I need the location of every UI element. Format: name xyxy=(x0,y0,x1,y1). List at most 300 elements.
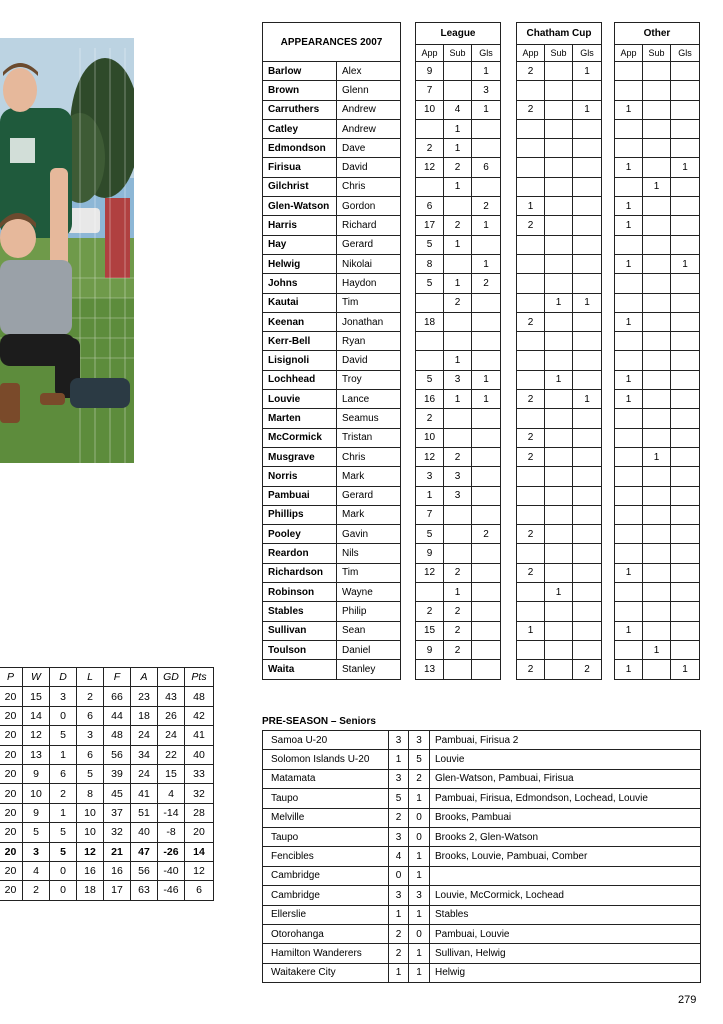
stat-cell xyxy=(671,409,700,428)
league-row xyxy=(0,803,214,822)
stat-cell: 1 xyxy=(472,254,501,273)
stat-cell xyxy=(573,351,602,370)
score-against-cell: 1 xyxy=(409,866,430,885)
player-first-name: Chris xyxy=(337,447,401,466)
stat-cell xyxy=(472,293,501,312)
stat-cell xyxy=(545,563,573,582)
player-row xyxy=(263,351,700,370)
stat-cell xyxy=(615,640,643,659)
stat-cell: 2 xyxy=(444,447,472,466)
stat-cell: 1 xyxy=(444,583,472,602)
league-cell: 0 xyxy=(50,861,77,880)
stat-cell: 2 xyxy=(444,621,472,640)
page-number: 279 xyxy=(678,994,697,1006)
league-cell: 20 xyxy=(0,881,23,900)
player-surname: Sullivan xyxy=(263,621,337,640)
spacer xyxy=(501,428,517,447)
score-for-cell: 2 xyxy=(389,924,409,943)
stat-cell: 9 xyxy=(416,62,444,81)
player-row xyxy=(263,62,700,81)
spacer xyxy=(501,254,517,273)
stat-cell xyxy=(444,409,472,428)
stat-cell xyxy=(643,621,671,640)
league-cell: 33 xyxy=(185,764,214,783)
stat-cell: 2 xyxy=(472,525,501,544)
player-row xyxy=(263,81,700,100)
stat-cell xyxy=(545,544,573,563)
stat-cell: 2 xyxy=(444,293,472,312)
stat-cell xyxy=(545,254,573,273)
stat-cell xyxy=(615,409,643,428)
stat-cell xyxy=(545,467,573,486)
league-cell: 2 xyxy=(50,784,77,803)
spacer xyxy=(602,158,615,177)
player-surname: Hay xyxy=(263,235,337,254)
stat-cell xyxy=(545,139,573,158)
league-cell: 18 xyxy=(131,706,158,725)
stat-cell: 3 xyxy=(416,467,444,486)
league-cell: 24 xyxy=(131,726,158,745)
league-cell: 8 xyxy=(77,784,104,803)
stat-cell xyxy=(416,583,444,602)
player-surname: Barlow xyxy=(263,62,337,81)
player-first-name: Troy xyxy=(337,370,401,389)
stat-cell: 1 xyxy=(472,62,501,81)
preseason-row xyxy=(263,905,701,924)
spacer xyxy=(401,583,416,602)
opponent-cell: Melville xyxy=(263,808,389,827)
league-cell: 48 xyxy=(104,726,131,745)
scorers-cell: Helwig xyxy=(430,963,701,982)
spacer xyxy=(501,177,517,196)
stat-cell xyxy=(517,139,545,158)
player-surname: Carruthers xyxy=(263,100,337,119)
preseason-title: PRE-SEASON – Seniors xyxy=(262,716,376,727)
stat-cell xyxy=(472,467,501,486)
league-cell: 6 xyxy=(77,706,104,725)
stat-cell xyxy=(671,274,700,293)
preseason-row xyxy=(263,963,701,982)
stat-cell xyxy=(472,563,501,582)
stat-cell xyxy=(517,467,545,486)
stat-cell xyxy=(517,81,545,100)
stat-cell xyxy=(573,486,602,505)
stat-cell xyxy=(573,158,602,177)
opponent-cell: Samoa U-20 xyxy=(263,731,389,750)
stat-cell: 1 xyxy=(517,621,545,640)
scorers-cell: Brooks, Louvie, Pambuai, Comber xyxy=(430,847,701,866)
spacer xyxy=(501,467,517,486)
scorers-cell: Stables xyxy=(430,905,701,924)
player-row xyxy=(263,293,700,312)
stat-cell xyxy=(444,254,472,273)
stat-cell: 1 xyxy=(615,100,643,119)
stat-cell: 2 xyxy=(517,660,545,679)
score-for-cell: 3 xyxy=(389,886,409,905)
stat-cell xyxy=(615,447,643,466)
stat-cell xyxy=(545,602,573,621)
preseason-row xyxy=(263,924,701,943)
player-first-name: Lance xyxy=(337,390,401,409)
stat-cell: 7 xyxy=(416,81,444,100)
scorers-cell: Pambuai, Firisua 2 xyxy=(430,731,701,750)
stat-cell: 1 xyxy=(444,177,472,196)
stat-cell xyxy=(671,100,700,119)
stat-cell xyxy=(643,81,671,100)
stat-cell: 8 xyxy=(416,254,444,273)
stat-cell xyxy=(444,197,472,216)
spacer xyxy=(602,216,615,235)
player-first-name: Mark xyxy=(337,467,401,486)
league-cell: 21 xyxy=(104,842,131,861)
player-row xyxy=(263,158,700,177)
spacer xyxy=(602,505,615,524)
player-row xyxy=(263,602,700,621)
stat-cell xyxy=(643,293,671,312)
stat-cell xyxy=(444,312,472,331)
stat-cell xyxy=(444,544,472,563)
spacer xyxy=(602,197,615,216)
stat-cell xyxy=(671,177,700,196)
score-against-cell: 3 xyxy=(409,886,430,905)
stat-cell xyxy=(643,235,671,254)
stat-cell xyxy=(671,640,700,659)
stat-cell xyxy=(643,158,671,177)
league-cell: 12 xyxy=(77,842,104,861)
stat-cell: 1 xyxy=(444,235,472,254)
stat-cell: 2 xyxy=(444,563,472,582)
group-header: League xyxy=(416,23,501,45)
stat-cell xyxy=(573,312,602,331)
preseason-row xyxy=(263,866,701,885)
spacer xyxy=(401,505,416,524)
stat-cell xyxy=(545,505,573,524)
league-cell: 63 xyxy=(131,881,158,900)
player-first-name: Tristan xyxy=(337,428,401,447)
spacer xyxy=(501,293,517,312)
stat-cell xyxy=(643,467,671,486)
player-row xyxy=(263,390,700,409)
league-standings-table xyxy=(0,667,214,901)
spacer xyxy=(501,370,517,389)
league-cell: 66 xyxy=(104,687,131,706)
spacer xyxy=(602,544,615,563)
stat-cell: 1 xyxy=(573,390,602,409)
stat-cell: 17 xyxy=(416,216,444,235)
league-cell: 4 xyxy=(158,784,185,803)
player-row xyxy=(263,505,700,524)
stat-cell xyxy=(643,197,671,216)
player-surname: Toulson xyxy=(263,640,337,659)
column-subheader: Gls xyxy=(472,45,501,62)
stat-cell xyxy=(517,254,545,273)
stat-cell xyxy=(545,81,573,100)
stat-cell xyxy=(615,293,643,312)
spacer xyxy=(401,235,416,254)
league-row xyxy=(0,881,214,900)
league-cell: 1 xyxy=(50,803,77,822)
spacer xyxy=(401,602,416,621)
stat-cell xyxy=(416,119,444,138)
stat-cell: 10 xyxy=(416,100,444,119)
stat-cell xyxy=(643,216,671,235)
league-cell: 18 xyxy=(77,881,104,900)
stat-cell: 2 xyxy=(517,216,545,235)
stat-cell xyxy=(573,428,602,447)
stat-cell xyxy=(472,640,501,659)
spacer xyxy=(401,158,416,177)
stat-cell xyxy=(472,119,501,138)
stat-cell xyxy=(573,274,602,293)
appearances-title: APPEARANCES 2007 xyxy=(263,23,401,62)
score-against-cell: 1 xyxy=(409,963,430,982)
player-surname: Keenan xyxy=(263,312,337,331)
opponent-cell: Taupo xyxy=(263,789,389,808)
stat-cell xyxy=(615,332,643,351)
spacer xyxy=(501,409,517,428)
spacer xyxy=(401,563,416,582)
league-cell: 6 xyxy=(50,764,77,783)
stat-cell xyxy=(545,621,573,640)
spacer xyxy=(501,351,517,370)
spacer xyxy=(501,274,517,293)
stat-cell xyxy=(573,447,602,466)
spacer xyxy=(602,390,615,409)
score-against-cell: 0 xyxy=(409,924,430,943)
stat-cell xyxy=(517,158,545,177)
spacer xyxy=(401,467,416,486)
stat-cell: 1 xyxy=(671,660,700,679)
opponent-cell: Cambridge xyxy=(263,866,389,885)
spacer xyxy=(401,544,416,563)
stat-cell xyxy=(573,370,602,389)
stat-cell xyxy=(472,235,501,254)
stat-cell xyxy=(573,409,602,428)
score-for-cell: 5 xyxy=(389,789,409,808)
league-cell: 20 xyxy=(185,823,214,842)
stat-cell: 1 xyxy=(615,390,643,409)
league-header-cell: A xyxy=(131,668,158,687)
stat-cell: 1 xyxy=(573,293,602,312)
league-cell: 47 xyxy=(131,842,158,861)
league-cell: 41 xyxy=(185,726,214,745)
stat-cell xyxy=(615,274,643,293)
league-cell: 20 xyxy=(0,842,23,861)
stat-cell xyxy=(573,467,602,486)
player-surname: Phillips xyxy=(263,505,337,524)
spacer xyxy=(501,583,517,602)
spacer xyxy=(501,486,517,505)
spacer xyxy=(501,235,517,254)
stat-cell xyxy=(472,312,501,331)
spacer xyxy=(501,640,517,659)
league-cell: 0 xyxy=(50,881,77,900)
spacer xyxy=(602,23,615,62)
league-header-cell: Pts xyxy=(185,668,214,687)
spacer xyxy=(602,583,615,602)
stat-cell xyxy=(545,158,573,177)
league-cell: 2 xyxy=(77,687,104,706)
stat-cell xyxy=(416,293,444,312)
stat-cell xyxy=(643,505,671,524)
player-surname: Kautai xyxy=(263,293,337,312)
stat-cell: 1 xyxy=(615,621,643,640)
stat-cell xyxy=(472,544,501,563)
stat-cell xyxy=(517,640,545,659)
player-row xyxy=(263,467,700,486)
stat-cell: 1 xyxy=(545,583,573,602)
league-cell: 6 xyxy=(77,745,104,764)
stat-cell xyxy=(671,563,700,582)
stat-cell xyxy=(615,62,643,81)
league-cell: 20 xyxy=(0,861,23,880)
spacer xyxy=(602,525,615,544)
opponent-cell: Hamilton Wanderers xyxy=(263,944,389,963)
player-row xyxy=(263,525,700,544)
player-first-name: Richard xyxy=(337,216,401,235)
stat-cell: 1 xyxy=(573,62,602,81)
stat-cell xyxy=(545,119,573,138)
player-surname: Edmondson xyxy=(263,139,337,158)
stat-cell: 1 xyxy=(615,254,643,273)
stat-cell xyxy=(671,544,700,563)
stat-cell: 1 xyxy=(615,312,643,331)
stat-cell xyxy=(671,486,700,505)
player-first-name: Wayne xyxy=(337,583,401,602)
stat-cell: 2 xyxy=(517,428,545,447)
stat-cell xyxy=(643,583,671,602)
spacer xyxy=(401,428,416,447)
player-row xyxy=(263,583,700,602)
stat-cell xyxy=(671,428,700,447)
stat-cell xyxy=(517,409,545,428)
stat-cell xyxy=(472,505,501,524)
score-for-cell: 3 xyxy=(389,827,409,846)
league-cell: 45 xyxy=(104,784,131,803)
league-cell: 13 xyxy=(23,745,50,764)
spacer xyxy=(602,486,615,505)
stat-cell xyxy=(643,390,671,409)
preseason-row xyxy=(263,731,701,750)
league-cell: 34 xyxy=(131,745,158,764)
stat-cell xyxy=(545,640,573,659)
player-surname: Norris xyxy=(263,467,337,486)
spacer xyxy=(501,447,517,466)
stat-cell: 1 xyxy=(643,177,671,196)
league-cell: 2 xyxy=(23,881,50,900)
stat-cell xyxy=(573,119,602,138)
stat-cell xyxy=(472,428,501,447)
stat-cell xyxy=(671,370,700,389)
stat-cell xyxy=(517,119,545,138)
stat-cell: 1 xyxy=(615,660,643,679)
stat-cell xyxy=(444,428,472,447)
group-header: Chatham Cup xyxy=(517,23,602,45)
score-against-cell: 3 xyxy=(409,731,430,750)
league-cell: 10 xyxy=(77,803,104,822)
stat-cell: 1 xyxy=(573,100,602,119)
stat-cell xyxy=(671,467,700,486)
stat-cell: 2 xyxy=(517,563,545,582)
stat-cell xyxy=(416,332,444,351)
spacer xyxy=(401,177,416,196)
stat-cell: 7 xyxy=(416,505,444,524)
stat-cell xyxy=(545,486,573,505)
player-first-name: Nikolai xyxy=(337,254,401,273)
stat-cell xyxy=(573,621,602,640)
player-surname: Pooley xyxy=(263,525,337,544)
player-row xyxy=(263,274,700,293)
league-cell: 12 xyxy=(185,861,214,880)
spacer xyxy=(501,390,517,409)
stat-cell: 1 xyxy=(615,158,643,177)
player-row xyxy=(263,563,700,582)
player-first-name: David xyxy=(337,351,401,370)
league-cell: 20 xyxy=(0,803,23,822)
league-cell: 1 xyxy=(50,745,77,764)
stat-cell xyxy=(517,544,545,563)
player-first-name: Mark xyxy=(337,505,401,524)
league-cell: 39 xyxy=(104,764,131,783)
league-cell: 5 xyxy=(50,823,77,842)
league-cell: 16 xyxy=(77,861,104,880)
spacer xyxy=(401,640,416,659)
column-subheader: Sub xyxy=(444,45,472,62)
stat-cell: 1 xyxy=(472,216,501,235)
preseason-row xyxy=(263,750,701,769)
preseason-row xyxy=(263,944,701,963)
stat-cell: 2 xyxy=(416,602,444,621)
column-subheader: Sub xyxy=(545,45,573,62)
league-header-cell: P xyxy=(0,668,23,687)
league-cell: 56 xyxy=(131,861,158,880)
stat-cell xyxy=(517,602,545,621)
league-header-cell: F xyxy=(104,668,131,687)
scorers-cell: Louvie, McCormick, Lochead xyxy=(430,886,701,905)
spacer xyxy=(501,197,517,216)
spacer xyxy=(401,216,416,235)
stat-cell: 9 xyxy=(416,640,444,659)
spacer xyxy=(401,23,416,62)
spacer xyxy=(602,640,615,659)
stat-cell xyxy=(615,428,643,447)
stat-cell: 5 xyxy=(416,525,444,544)
stat-cell xyxy=(517,177,545,196)
stat-cell xyxy=(671,197,700,216)
stat-cell xyxy=(517,274,545,293)
spacer xyxy=(501,62,517,81)
stat-cell xyxy=(573,583,602,602)
stat-cell xyxy=(472,660,501,679)
stat-cell xyxy=(615,235,643,254)
league-cell: 20 xyxy=(0,726,23,745)
stat-cell: 1 xyxy=(444,390,472,409)
player-first-name: Gerard xyxy=(337,486,401,505)
stat-cell xyxy=(671,525,700,544)
stat-cell xyxy=(643,486,671,505)
league-cell: 20 xyxy=(0,784,23,803)
stat-cell: 1 xyxy=(615,216,643,235)
player-surname: Gilchrist xyxy=(263,177,337,196)
stat-cell xyxy=(472,409,501,428)
stat-cell xyxy=(615,525,643,544)
stat-cell xyxy=(545,274,573,293)
player-surname: Lisignoli xyxy=(263,351,337,370)
stat-cell: 2 xyxy=(517,312,545,331)
league-cell: -40 xyxy=(158,861,185,880)
spacer xyxy=(501,158,517,177)
spacer xyxy=(501,139,517,158)
